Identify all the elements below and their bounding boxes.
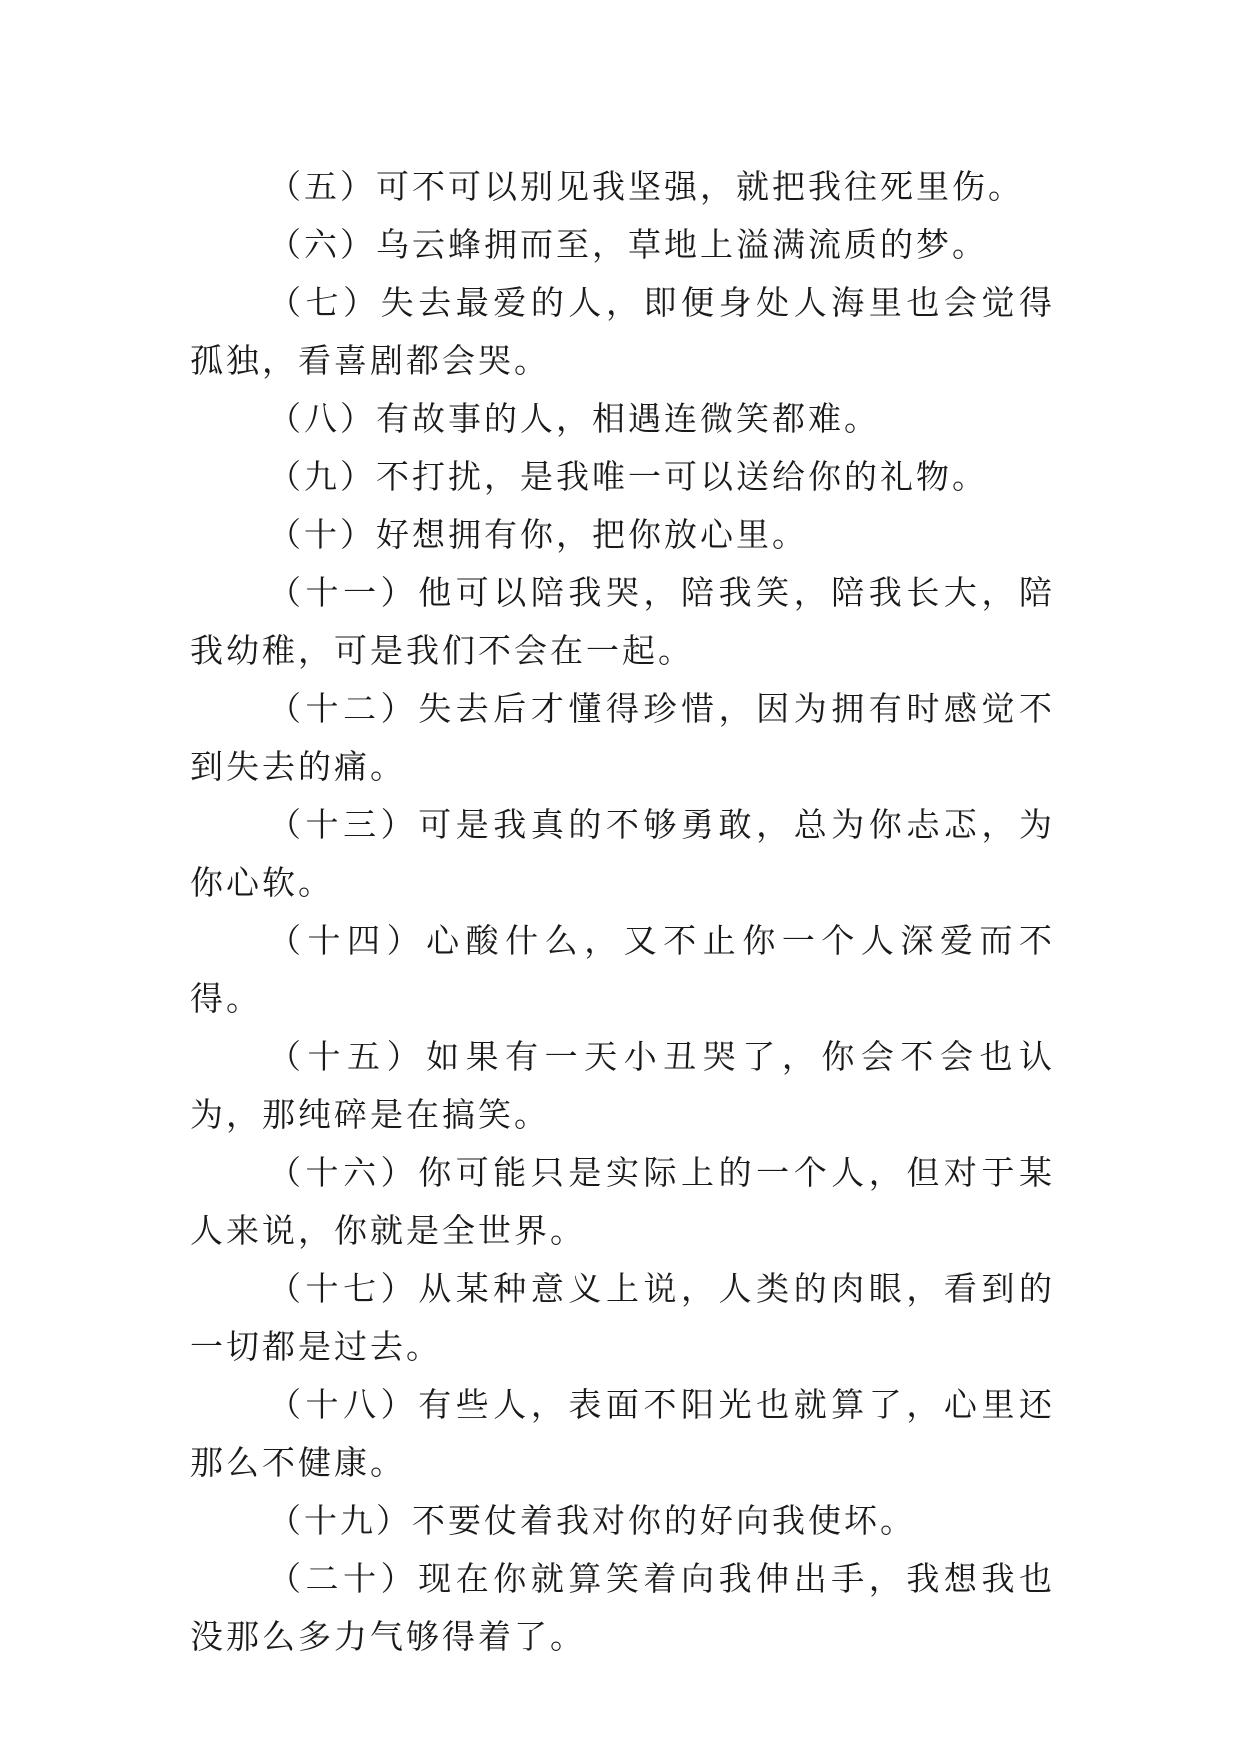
paragraph-16: （十六）你可能只是实际上的一个人，但对于某人来说，你就是全世界。	[190, 1153, 1055, 1250]
paragraph-14: （十四）心酸什么，又不止你一个人深爱而不得。	[190, 921, 1055, 1018]
document-body	[190, 158, 1055, 1666]
paragraph-15: （十五）如果有一天小丑哭了，你会不会也认为，那纯碎是在搞笑。	[190, 1037, 1055, 1134]
paragraph-13: （十三）可是我真的不够勇敢，总为你忐忑，为你心软。	[190, 805, 1055, 902]
paragraph-8: （八）有故事的人，相遇连微笑都难。	[268, 399, 880, 438]
paragraph-18: （十八）有些人，表面不阳光也就算了，心里还那么不健康。	[190, 1385, 1055, 1482]
paragraph-5: （五）可不可以别见我坚强，就把我往死里伤。	[268, 167, 1024, 206]
paragraph-17: （十七）从某种意义上说，人类的肉眼，看到的一切都是过去。	[190, 1269, 1055, 1366]
paragraph-7: （七）失去最爱的人，即便身处人海里也会觉得孤独，看喜剧都会哭。	[190, 283, 1055, 380]
paragraph-20: （二十）现在你就算笑着向我伸出手，我想我也没那么多力气够得着了。	[190, 1559, 1055, 1656]
paragraph-12: （十二）失去后才懂得珍惜，因为拥有时感觉不到失去的痛。	[190, 689, 1055, 786]
paragraph-6: （六）乌云蜂拥而至，草地上溢满流质的梦。	[268, 225, 988, 264]
paragraph-10: （十）好想拥有你，把你放心里。	[268, 515, 808, 554]
paragraph-19: （十九）不要仗着我对你的好向我使坏。	[268, 1501, 916, 1540]
paragraph-11: （十一）他可以陪我哭，陪我笑，陪我长大，陪我幼稚，可是我们不会在一起。	[190, 573, 1055, 670]
paragraph-9: （九）不打扰，是我唯一可以送给你的礼物。	[268, 457, 988, 496]
